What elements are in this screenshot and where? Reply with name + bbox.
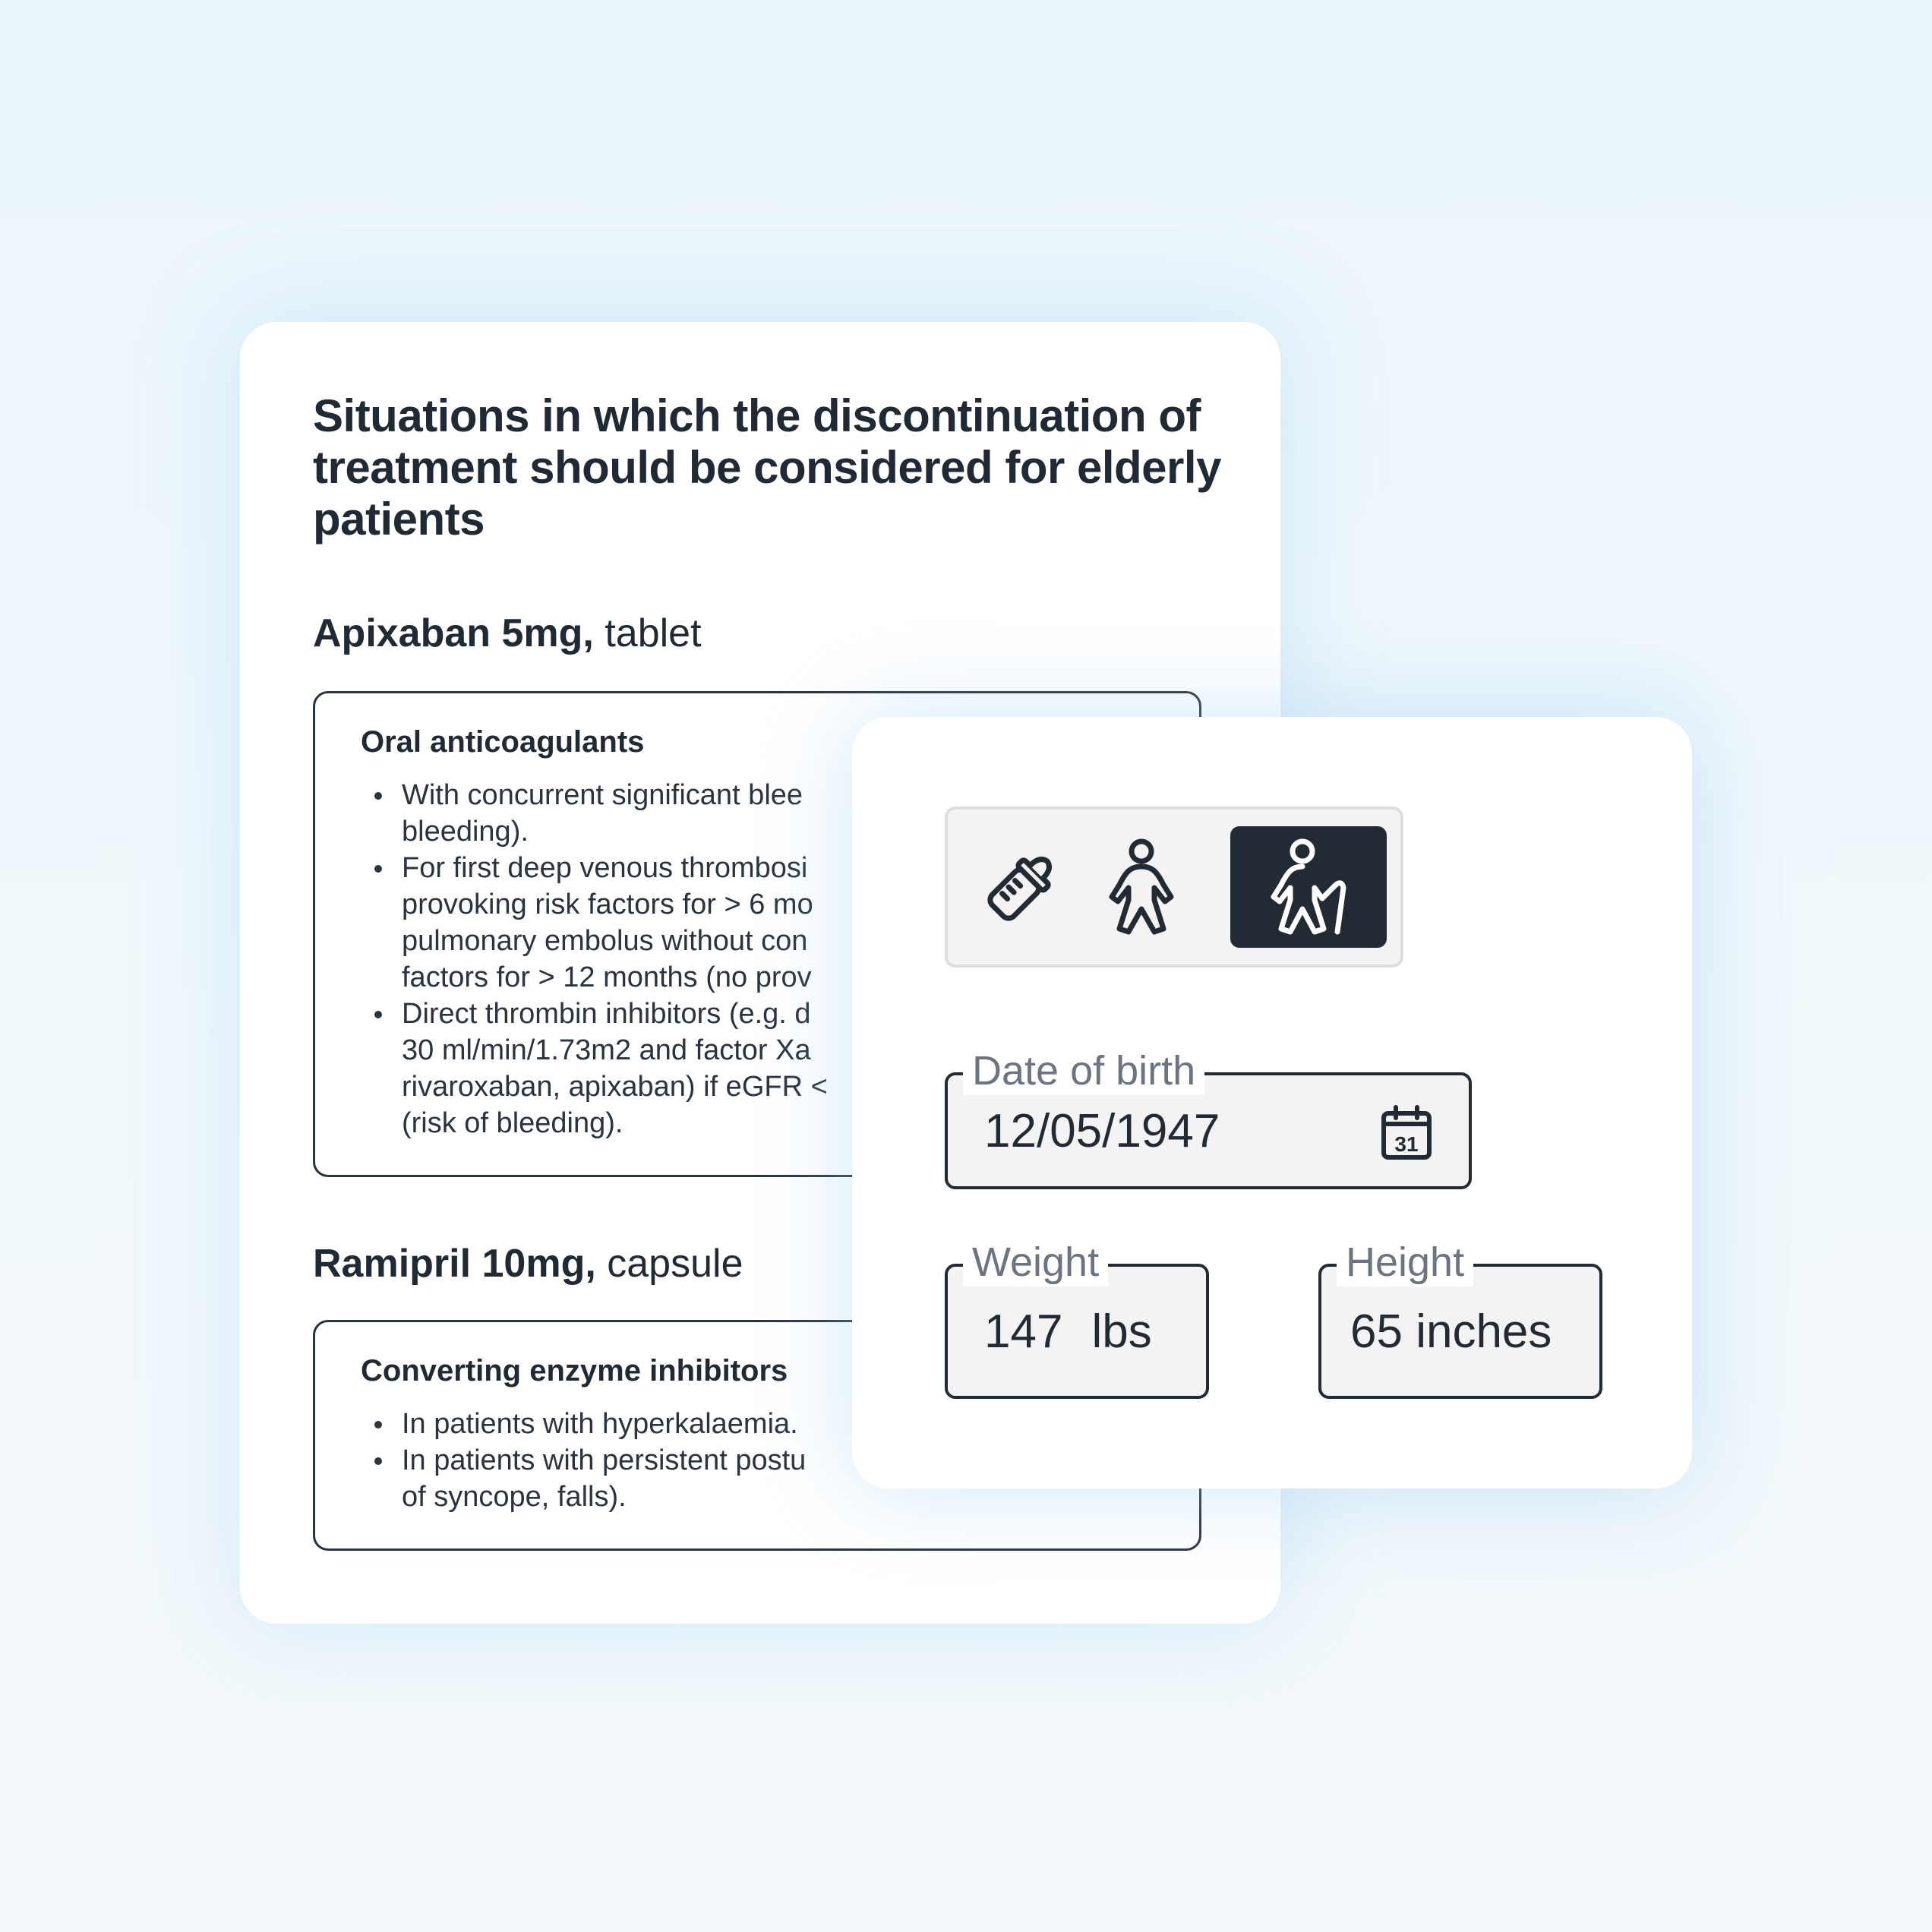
guideline-title: Situations in which the discontinuation of treatment should be considered for elderly patients xyxy=(313,390,1221,545)
list-item-continuation: rivaroxaban, apixaban) if eGFR < xyxy=(402,1071,828,1103)
list-item-continuation: factors for > 12 months (no prov xyxy=(402,961,812,993)
calendar-icon[interactable] xyxy=(1379,1104,1434,1162)
age-group-selector xyxy=(945,807,1403,968)
list-item: For first deep venous thrombosi xyxy=(361,850,1161,886)
list-item-continuation: 30 ml/min/1.73m2 and factor Xa xyxy=(402,1034,811,1066)
list-item: With concurrent significant blee xyxy=(361,777,1161,813)
child-icon xyxy=(1100,838,1183,936)
bullet-icon xyxy=(374,792,382,800)
list-item: In patients with hyperkalaemia. xyxy=(361,1406,1161,1442)
age-group-infant-button[interactable] xyxy=(964,826,1078,948)
list-item-continuation: of syncope, falls). xyxy=(402,1481,627,1513)
list-item-continuation: provoking risk factors for > 6 mo xyxy=(402,889,813,920)
drug-category: Converting enzyme inhibitors xyxy=(361,1354,788,1387)
drug-category: Oral anticoagulants xyxy=(361,725,645,759)
drug-form: capsule xyxy=(607,1242,743,1286)
list-item-continuation: pulmonary embolus without con xyxy=(402,925,808,957)
weight-field[interactable] xyxy=(945,1239,1209,1399)
drug-name: Ramipril 10mg, xyxy=(313,1242,596,1286)
list-item-continuation: bleeding). xyxy=(402,816,529,848)
weight-value: 147 xyxy=(984,1305,1063,1358)
list-item: In patients with persistent postu xyxy=(361,1442,1161,1479)
drug-heading-ramipril xyxy=(313,1241,743,1286)
patient-form-card xyxy=(852,717,1692,1488)
height-field[interactable] xyxy=(1318,1239,1602,1399)
field-label: Date of birth xyxy=(963,1046,1204,1095)
height-value: 65 inches xyxy=(1350,1305,1552,1358)
elderly-person-icon xyxy=(1263,838,1354,936)
bullet-icon xyxy=(374,1011,382,1018)
age-group-elderly-button[interactable] xyxy=(1230,826,1387,948)
bullet-icon xyxy=(374,865,382,873)
bullet-icon xyxy=(374,1457,382,1465)
date-of-birth-value: 12/05/1947 xyxy=(984,1105,1220,1157)
drug-name: Apixaban 5mg, xyxy=(313,611,594,655)
baby-bottle-icon xyxy=(976,841,1067,933)
calendar-day: 31 xyxy=(1394,1132,1419,1156)
list-item-continuation: (risk of bleeding). xyxy=(402,1107,623,1139)
date-of-birth-field[interactable] xyxy=(945,1048,1472,1189)
bullet-icon xyxy=(374,1421,382,1428)
age-group-child-button[interactable] xyxy=(1084,826,1198,948)
weight-unit: lbs xyxy=(1091,1305,1152,1358)
field-label: Height xyxy=(1337,1238,1473,1286)
drug-form: tablet xyxy=(605,611,702,655)
list-item: Direct thrombin inhibitors (e.g. d xyxy=(361,996,1161,1032)
field-label: Weight xyxy=(963,1238,1108,1286)
weight-value-row xyxy=(984,1305,1152,1359)
drug-heading-apixaban xyxy=(313,611,702,656)
